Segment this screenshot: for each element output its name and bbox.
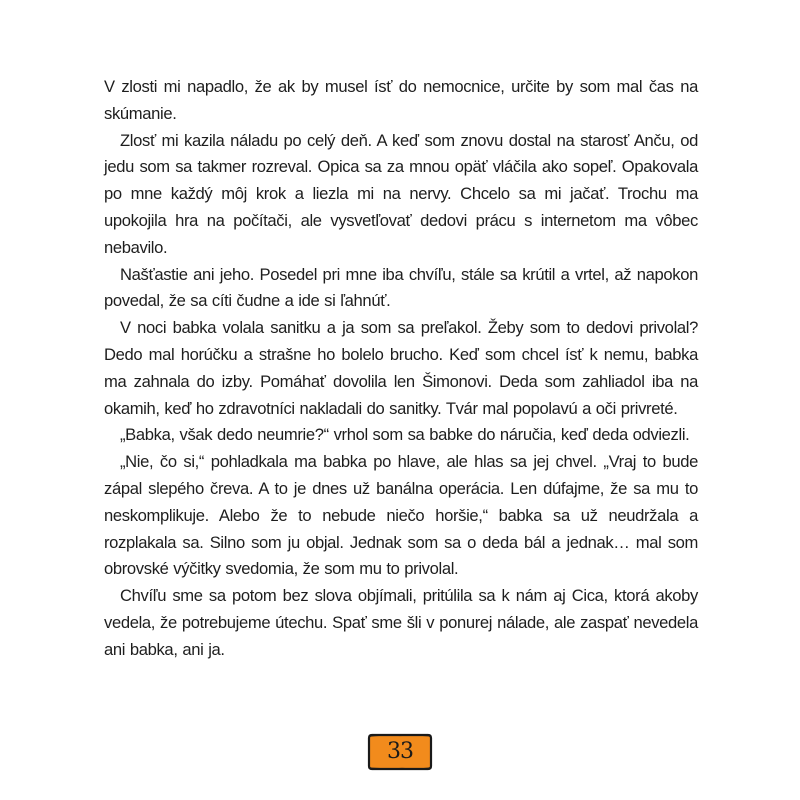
page-number-badge <box>366 732 434 772</box>
paragraph-3: Našťastie ani jeho. Posedel pri mne iba chvíľu, stále sa krútil a vrtel, až napokon povedal, že sa cíti čudne a ide si ľahnúť. <box>104 264 698 311</box>
paragraph-2: Zlosť mi kazila náladu po celý deň. A keď som znovu dostal na starosť Anču, od jedu som sa takmer rozreval. Opica sa za mnou opäť vláčila ako sopeľ. Opakovala po mne každý môj krok a liezla mi na nervy. Chcelo sa mi jačať. Trochu ma upokojila hra na počítači, ale vysvetľovať dedovi prácu s internetom ma vôbec nebavilo. <box>104 130 698 257</box>
body-text <box>104 74 698 664</box>
paragraph-5: „Babka, však dedo neumrie?“ vrhol som sa babke do náručia, keď deda odviezli. <box>120 425 690 445</box>
page-number: 33 <box>387 739 413 764</box>
paragraph-4: V noci babka volala sanitku a ja som sa preľakol. Žeby som to dedovi privolal? Dedo mal horúčku a strašne ho bolelo brucho. Keď som chcel ísť k nemu, babka ma zahnala do izby. Pomáhať dovolila len Šimonovi. Deda som zahliadol iba na okamih, keď ho zdravotníci nakladali do sanitky. Tvár mal popolavú a oči privreté. <box>104 318 698 418</box>
paragraph-6: „Nie, čo si,“ pohladkala ma babka po hlave, ale hlas sa jej chvel. „Vraj to bude zápal slepého čreva. A to je dnes už banálna operácia. Len dúfajme, že sa mu to neskomplikuje. Alebo že to nebude niečo horšie,“ babka sa už neudržala a rozplakala sa. Silno som ju objal. Jednak som sa o deda bál a jednak… mal som obrovské výčitky svedomia, že som mu to privolal. <box>104 452 698 579</box>
paragraph-1: V zlosti mi napadlo, že ak by musel ísť do nemocnice, určite by som mal čas na skúmanie. <box>104 77 698 123</box>
paragraph-7: Chvíľu sme sa potom bez slova objímali, pritúlila sa k nám aj Cica, ktorá akoby vedela, že potrebujeme útechu. Spať sme šli v ponurej nálade, ale zaspať nevedela ani babka, ani ja. <box>104 586 698 659</box>
